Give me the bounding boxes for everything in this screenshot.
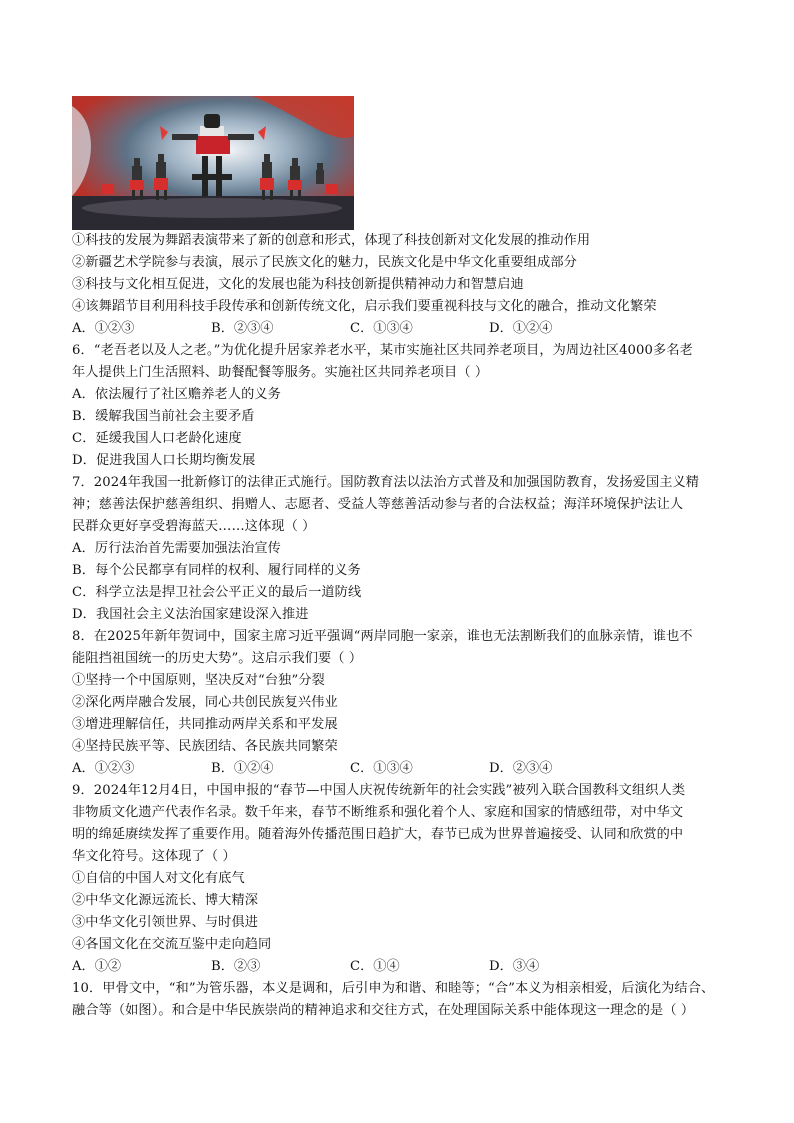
q8-statement-1: ①坚持一个中国原则，坚决反对“台独”分裂 [72, 673, 325, 688]
q5-statement-3: ③科技与文化相互促进，文化的发展也能为科技创新提供精神动力和智慧启迪 [72, 277, 524, 292]
q8-statement-3: ③增进理解信任，共同推动两岸关系和平发展 [72, 717, 338, 732]
q6-option-b[interactable]: B．缓解我国当前社会主要矛盾 [72, 409, 255, 424]
q8-option-d[interactable]: D．②③④ [489, 761, 553, 776]
dance-performance-photo [72, 96, 354, 230]
q8-option-c[interactable]: C．①③④ [350, 761, 413, 776]
question-9 [72, 780, 728, 978]
q7-option-a[interactable]: A．厉行法治首先需要加强法治宣传 [72, 541, 281, 556]
q9-option-a[interactable]: A．①② [72, 959, 122, 974]
q6-option-a[interactable]: A．依法履行了社区赡养老人的义务 [72, 387, 281, 402]
q8-statement-2: ②深化两岸融合发展，同心共创民族复兴伟业 [72, 695, 338, 710]
q7-option-d[interactable]: D．我国社会主义法治国家建设深入推进 [72, 607, 309, 622]
q8-stem-line-2: 能阻挡祖国统一的历史大势”。这启示我们要（ ） [72, 651, 363, 666]
q9-statement-4: ④各国文化在交流互鉴中走向趋同 [72, 937, 272, 952]
q9-statement-2: ②中华文化源远流长、博大精深 [72, 893, 259, 908]
q7-stem-line-2: 神；慈善法保护慈善组织、捐赠人、志愿者、受益人等慈善活动参与者的合法权益；海洋环境保护法让人 [72, 497, 684, 512]
q7-option-b[interactable]: B．每个公民都享有同样的权利、履行同样的义务 [72, 563, 361, 578]
exam-page [72, 96, 728, 1022]
q10-stem-line-2: 融合等（如图）。和合是中华民族崇尚的精神追求和交往方式，在处理国际关系中能体现这一理念的是（ ） [72, 1003, 695, 1018]
q5-options [72, 318, 728, 340]
q5-option-b[interactable]: B．②③④ [211, 321, 274, 336]
q6-option-d[interactable]: D．促进我国人口长期均衡发展 [72, 453, 256, 468]
q6-stem-line-1: 6．“老吾老以及人之老。”为优化提升居家养老水平，某市实施社区共同养老项目，为周边社区4000多名老 [72, 343, 693, 358]
q5-statement-1: ①科技的发展为舞蹈表演带来了新的创意和形式，体现了科技创新对文化发展的推动作用 [72, 233, 591, 248]
q8-option-a[interactable]: A．①②③ [72, 761, 135, 776]
q9-stem-line-2: 非物质文化遗产代表作名录。数千年来，春节不断维系和强化着个人、家庭和国家的情感纽带，对中华文 [72, 805, 684, 820]
q7-stem-line-3: 民群众更好享受碧海蓝天……这体现（ ） [72, 519, 316, 534]
q10-stem-line-1: 10．甲骨文中，“和”为管乐器，本义是调和，后引申为和谐、和睦等；“合”本义为相亲相爱，后演化为结合、 [72, 981, 715, 996]
question-10 [72, 978, 728, 1022]
q5-statement-4: ④该舞蹈节目利用科技手段传承和创新传统文化，启示我们要重视科技与文化的融合，推动文化繁荣 [72, 299, 657, 314]
q9-stem-line-1: 9．2024年12月4日，中国申报的“春节—中国人庆祝传统新年的社会实践”被列入联合国教科文组织人类 [72, 783, 686, 798]
q5-statement-2: ②新疆艺术学院参与表演，展示了民族文化的魅力，民族文化是中华文化重要组成部分 [72, 255, 577, 270]
question-8 [72, 626, 728, 780]
q9-statement-3: ③中华文化引领世界、与时俱进 [72, 915, 259, 930]
q6-option-c[interactable]: C．延缓我国人口老龄化速度 [72, 431, 242, 446]
q7-option-c[interactable]: C．科学立法是捍卫社会公平正义的最后一道防线 [72, 585, 362, 600]
q8-stem-line-1: 8．在2025年新年贺词中，国家主席习近平强调“两岸同胞一家亲，谁也无法割断我们的血脉亲情，谁也不 [72, 629, 693, 644]
q9-stem-line-4: 华文化符号。这体现了（ ） [72, 849, 236, 864]
q5-option-a[interactable]: A．①②③ [72, 321, 135, 336]
q9-options [72, 956, 728, 978]
q6-stem-line-2: 年人提供上门生活照料、助餐配餐等服务。实施社区共同养老项目（ ） [72, 365, 489, 380]
question-7 [72, 472, 728, 626]
q9-option-d[interactable]: D．③④ [489, 959, 540, 974]
q9-option-c[interactable]: C．①④ [350, 959, 400, 974]
q5-option-c[interactable]: C．①③④ [350, 321, 413, 336]
q9-stem-line-3: 明的绵延赓续发挥了重要作用。随着海外传播范围日趋扩大，春节已成为世界普遍接受、认同和欣赏的中 [72, 827, 684, 842]
q8-statement-4: ④坚持民族平等、民族团结、各民族共同繁荣 [72, 739, 338, 754]
q9-option-b[interactable]: B．②③ [211, 959, 261, 974]
question-6 [72, 340, 728, 472]
q9-statement-1: ①自信的中国人对文化有底气 [72, 871, 245, 886]
q7-stem-line-1: 7．2024年我国一批新修订的法律正式施行。国防教育法以法治方式普及和加强国防教育，发扬爱国主义精 [72, 475, 700, 490]
q8-options [72, 758, 728, 780]
q5-option-d[interactable]: D．①②④ [489, 321, 553, 336]
q5-statements [72, 230, 728, 318]
q8-option-b[interactable]: B．①②④ [211, 761, 274, 776]
